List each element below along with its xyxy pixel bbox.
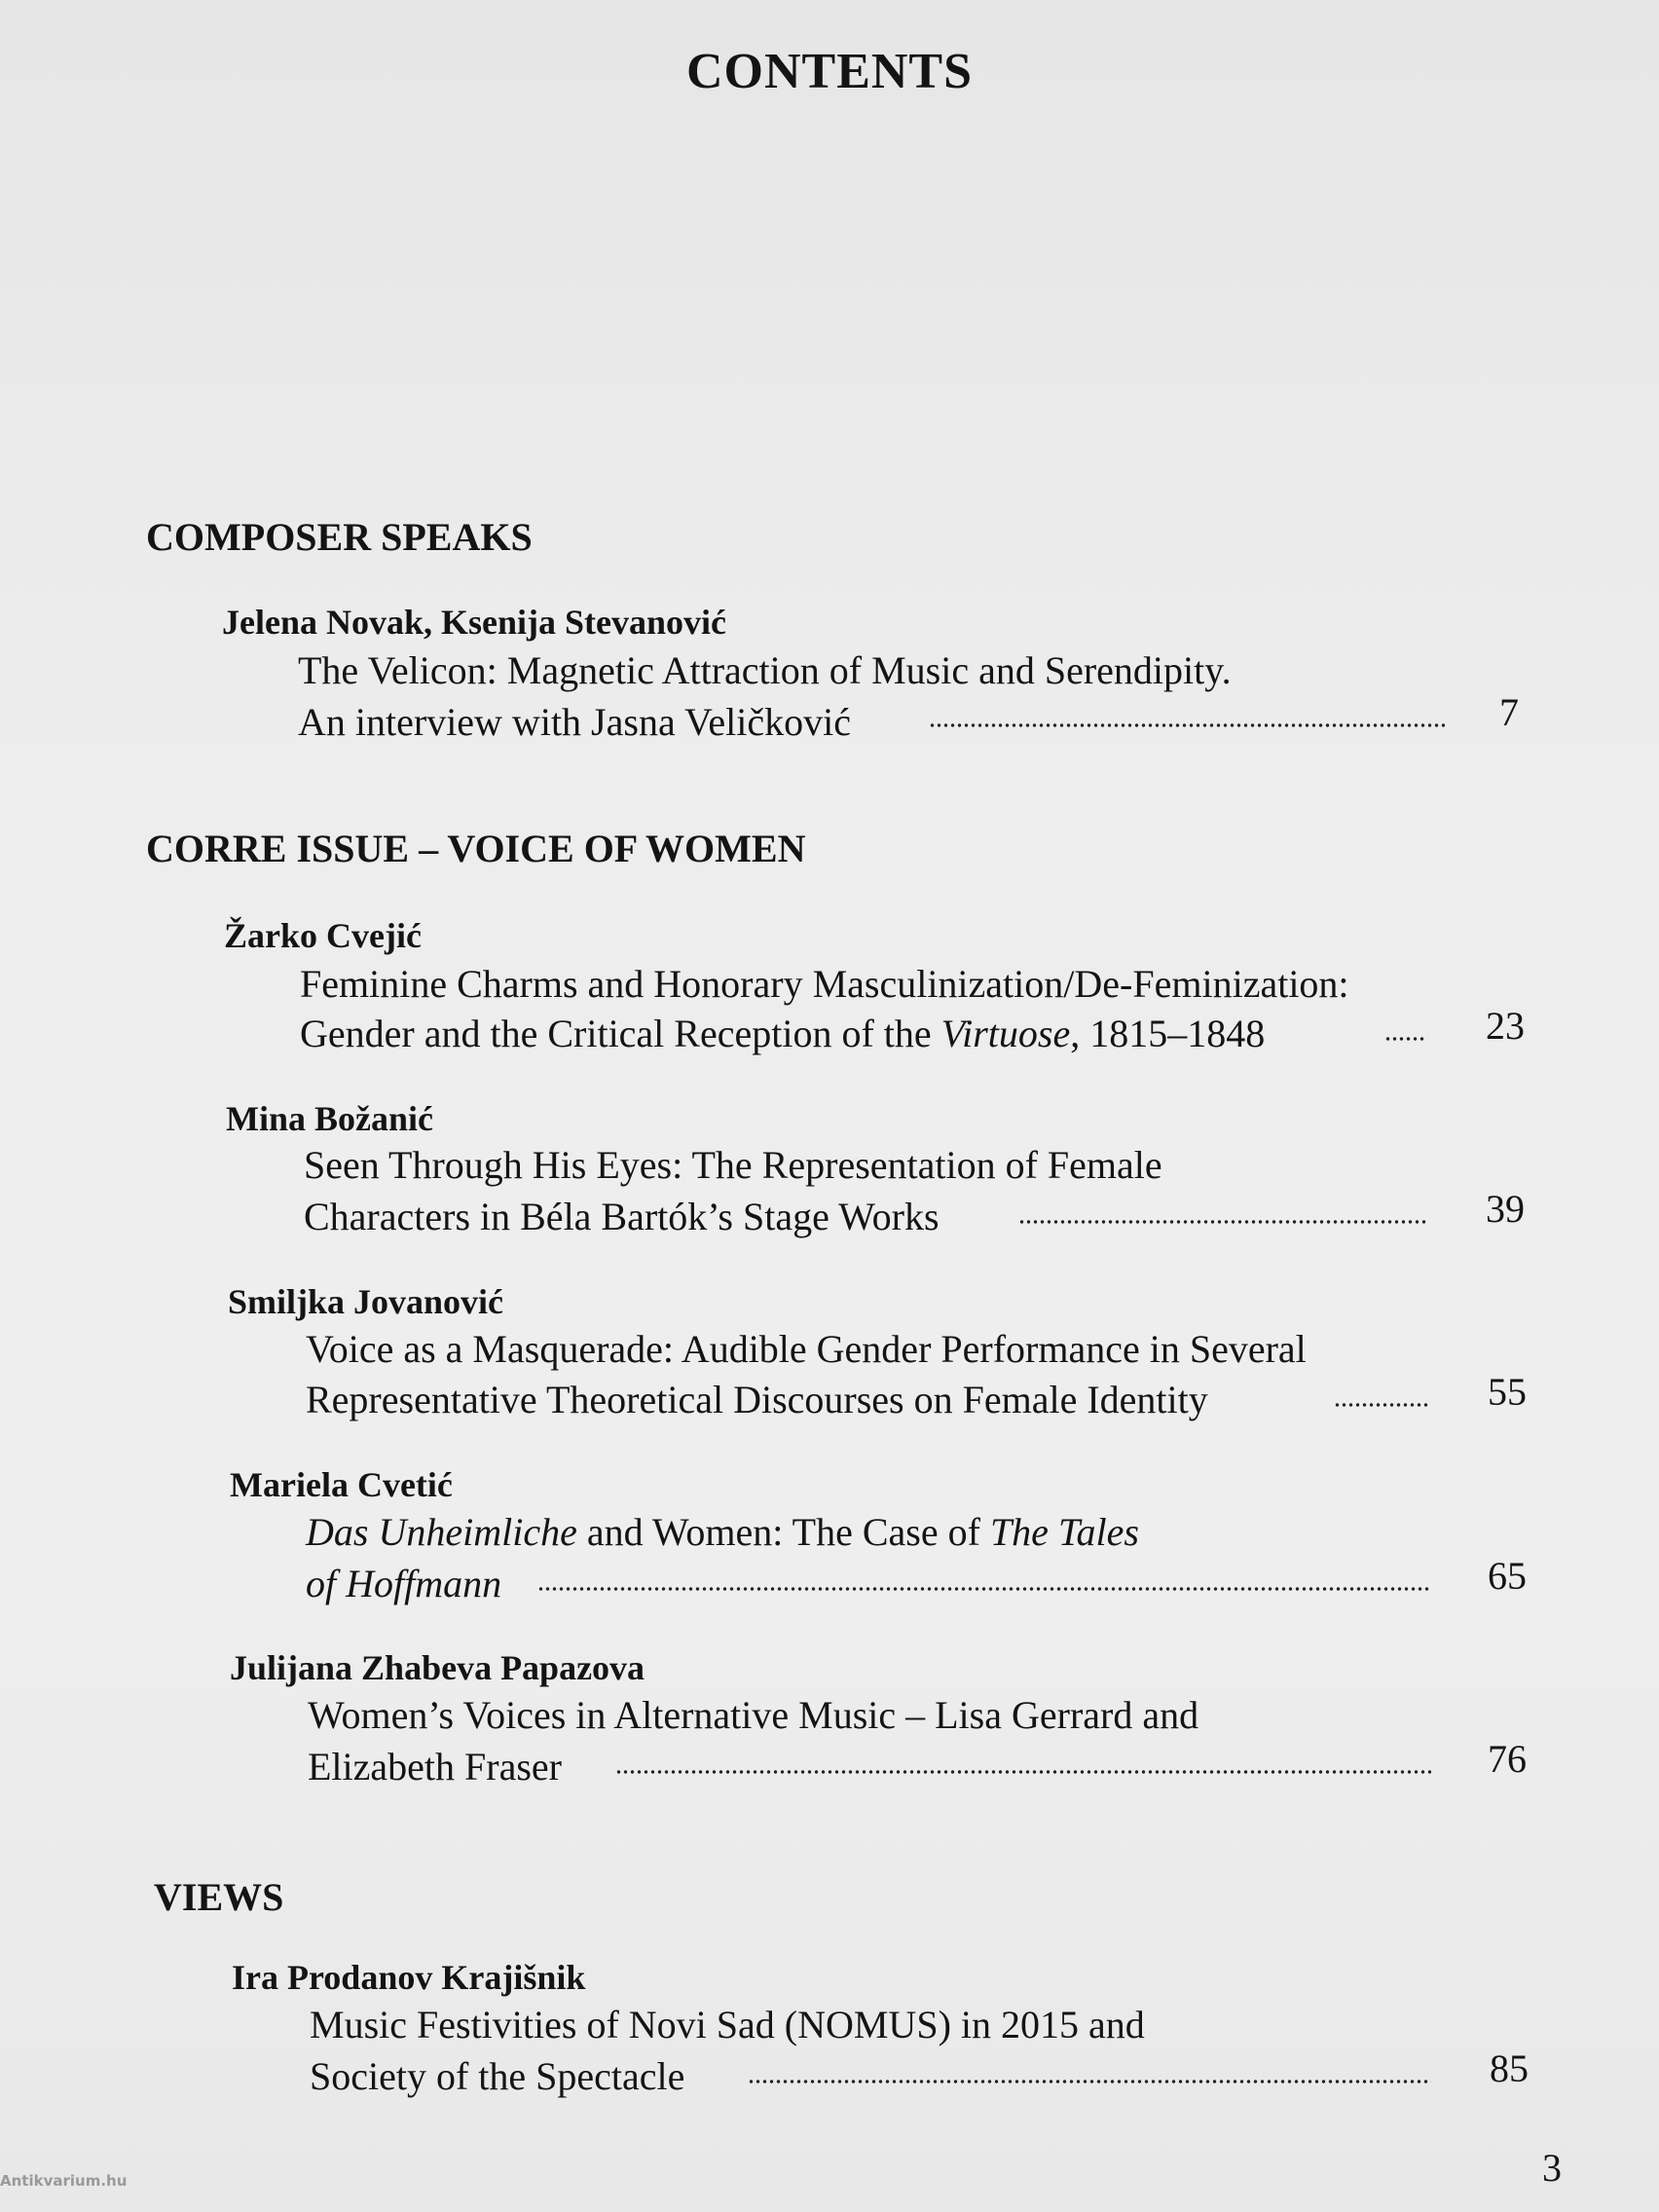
entry-title-line: Gender and the Critical Reception of the Virtuose, 1815–1848	[300, 1012, 1266, 1055]
page-number: 7	[1499, 690, 1519, 734]
dot-leader	[1334, 1402, 1429, 1408]
section-heading-views: VIEWS	[154, 1875, 284, 1919]
entry-title-line: Music Festivities of Novi Sad (NOMUS) in 2015 and	[310, 2003, 1145, 2046]
section-heading-core-issue: CORRE ISSUE – VOICE OF WOMEN	[146, 827, 806, 870]
dot-leader	[537, 1586, 1431, 1592]
watermark-text: Antikvarium.hu	[0, 2172, 128, 2190]
dot-leader	[1018, 1219, 1427, 1225]
page-number: 55	[1488, 1370, 1527, 1414]
entry-title-line: Seen Through His Eyes: The Representation of Female	[304, 1143, 1162, 1187]
entry-author: Jelena Novak, Ksenija Stevanović	[222, 603, 726, 642]
entry-author: Žarko Cvejić	[224, 916, 422, 955]
entry-title-line: The Velicon: Magnetic Attraction of Music and Serendipity.	[298, 648, 1232, 692]
page-number: 76	[1488, 1737, 1527, 1781]
page-number: 65	[1488, 1554, 1527, 1598]
entry-title-line: Women’s Voices in Alternative Music – Lisa Gerrard and	[308, 1693, 1199, 1737]
entry-title-line: An interview with Jasna Veličković	[298, 700, 852, 744]
dot-leader	[615, 1769, 1431, 1775]
entry-title-line: Elizabeth Fraser	[308, 1745, 562, 1788]
entry-title-line: Das Unheimliche and Women: The Case of The Tales	[306, 1510, 1139, 1554]
page-number: 85	[1490, 2046, 1529, 2090]
entry-title-line: Society of the Spectacle	[310, 2054, 685, 2098]
page-title: CONTENTS	[685, 44, 974, 99]
entry-title-line: Characters in Béla Bartók’s Stage Works	[304, 1195, 940, 1238]
entry-title-line: Feminine Charms and Honorary Masculinization/De-Feminization:	[300, 962, 1349, 1006]
page-number: 23	[1486, 1004, 1525, 1048]
entry-title-line: Voice as a Masquerade: Audible Gender Performance in Several	[306, 1327, 1307, 1371]
entry-author: Smiljka Jovanović	[228, 1282, 504, 1321]
entry-author: Mariela Cvetić	[230, 1465, 453, 1504]
entry-title-line: Representative Theoretical Discourses on Female Identity	[306, 1378, 1208, 1421]
entry-title-line: of Hoffmann	[306, 1562, 502, 1605]
folio-page-number: 3	[1542, 2146, 1562, 2190]
page-number: 39	[1486, 1187, 1525, 1231]
entry-author: Julijana Zhabeva Papazova	[230, 1648, 645, 1687]
dot-leader	[1384, 1036, 1425, 1042]
entry-author: Mina Božanić	[226, 1099, 433, 1138]
section-heading-composer-speaks: COMPOSER SPEAKS	[146, 515, 533, 559]
dot-leader	[929, 722, 1445, 728]
dot-leader	[748, 2079, 1431, 2084]
entry-author: Ira Prodanov Krajišnik	[232, 1958, 586, 1997]
